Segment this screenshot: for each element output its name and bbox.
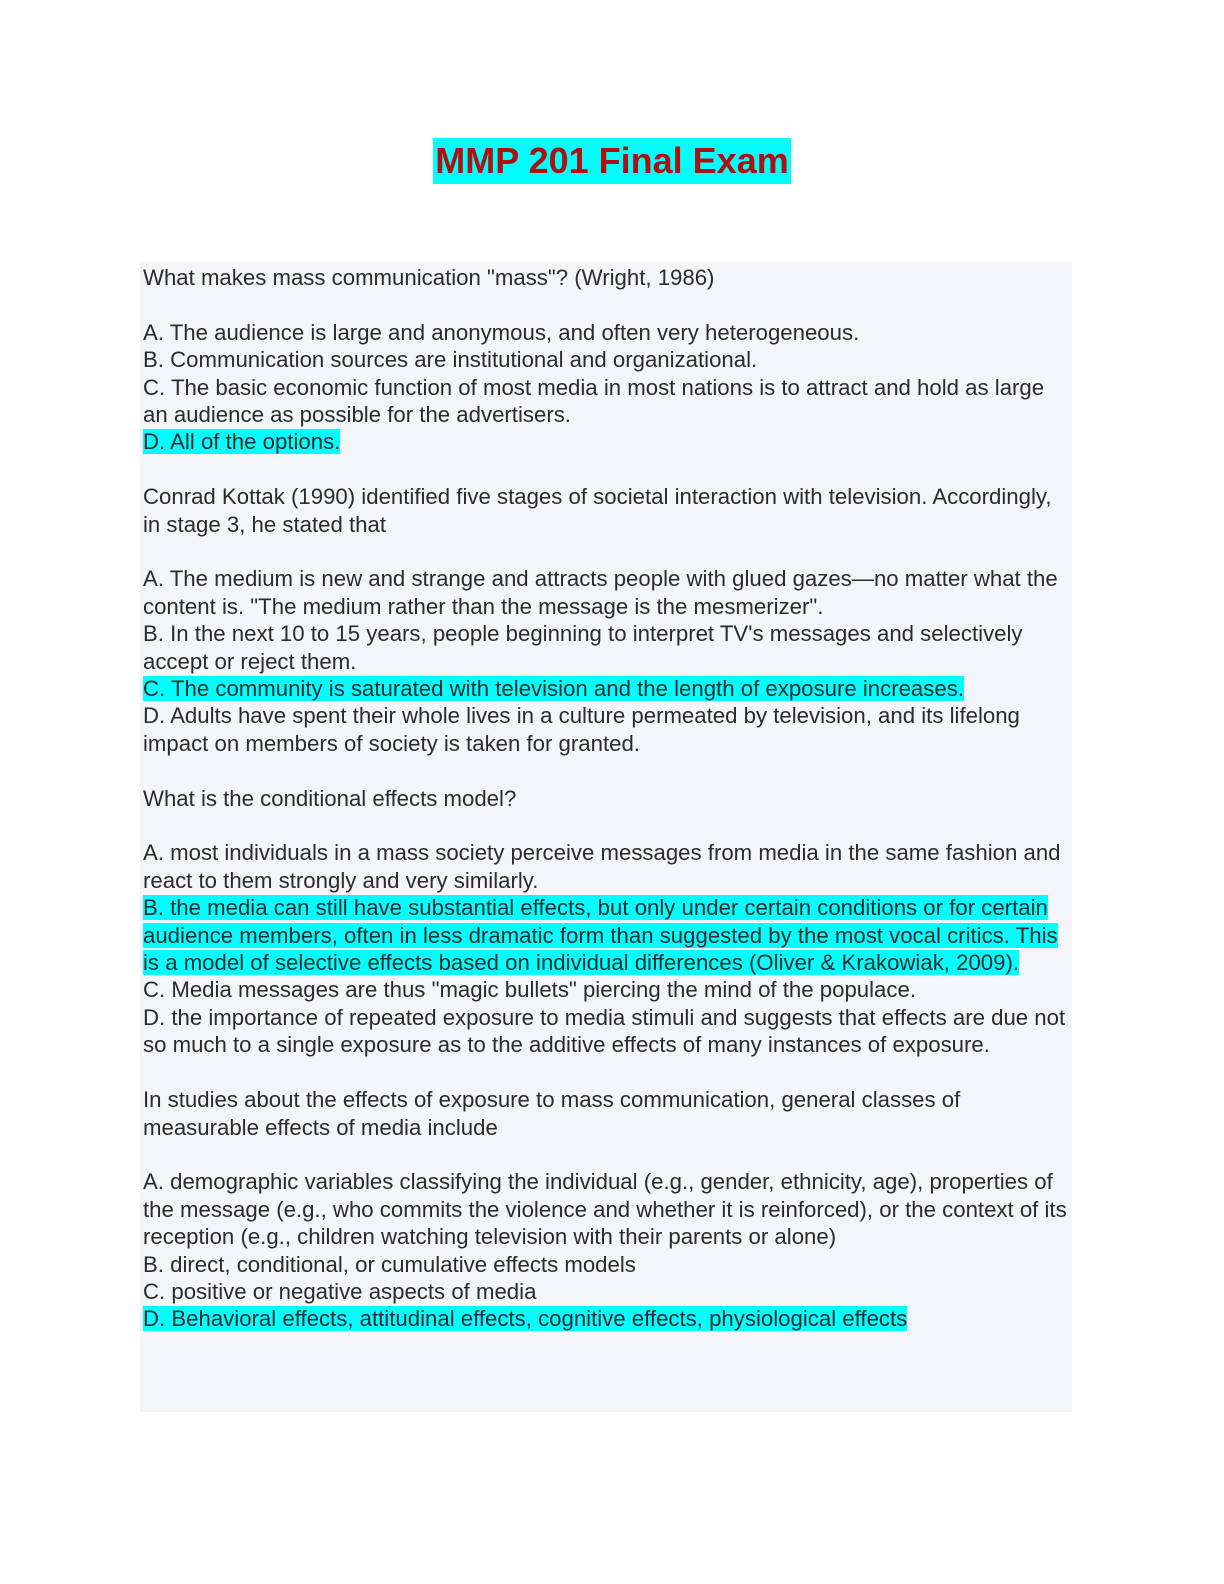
question-block bbox=[143, 1086, 1072, 1333]
question-block bbox=[143, 785, 1072, 1059]
answer-option: C. Media messages are thus "magic bullets" piercing the mind of the populace. bbox=[143, 977, 916, 1003]
correct-answer-option: C. The community is saturated with television and the length of exposure increases. bbox=[143, 676, 964, 702]
question-text: In studies about the effects of exposure to mass communication, general classes of measurable effects of media include bbox=[143, 1087, 961, 1140]
answer-option: A. The audience is large and anonymous, and often very heterogeneous. bbox=[143, 319, 860, 345]
answer-option: C. The basic economic function of most media in most nations is to attract and hold as large an audience as possible for the advertisers. bbox=[143, 374, 1045, 428]
page-title: MMP 201 Final Exam bbox=[433, 138, 790, 184]
answer-option: C. positive or negative aspects of media bbox=[143, 1278, 537, 1304]
answer-option: D. Adults have spent their whole lives in a culture permeated by television, and its lifelong impact on members of society is taken for granted. bbox=[143, 703, 1020, 756]
answer-option: B. In the next 10 to 15 years, people beginning to interpret TV's messages and selectively accept or reject them. bbox=[143, 621, 1023, 674]
answer-option: D. the importance of repeated exposure to media stimuli and suggests that effects are due not so much to a single exposure as to the additive effects of many instances of exposure. bbox=[143, 1004, 1066, 1058]
exam-content bbox=[140, 262, 1072, 1412]
question-text: What makes mass communication "mass"? (Wright, 1986) bbox=[143, 265, 715, 290]
question-text: What is the conditional effects model? bbox=[143, 785, 517, 811]
question-block bbox=[143, 264, 1072, 456]
answer-option: A. The medium is new and strange and attracts people with glued gazes—no matter what the content is. "The medium rather than the message is the mesmerizer". bbox=[143, 566, 1058, 619]
correct-answer-option: D. Behavioral effects, attitudinal effects, cognitive effects, physiological effects bbox=[143, 1306, 908, 1332]
answer-option: A. demographic variables classifying the individual (e.g., gender, ethnicity, age), properties of the message (e.g., who commits the violence and whether it is reinforced), or the context of its reception (e.g., children watching television with their parents or alone) bbox=[143, 1169, 1067, 1250]
answer-option: B. Communication sources are institutional and organizational. bbox=[143, 347, 758, 373]
answer-option: B. direct, conditional, or cumulative effects models bbox=[143, 1251, 636, 1277]
title-container bbox=[0, 138, 1224, 184]
question-text: Conrad Kottak (1990) identified five stages of societal interaction with television. Accordingly, in stage 3, he stated that bbox=[143, 484, 1052, 537]
question-block bbox=[143, 483, 1072, 757]
correct-answer-option: D. All of the options. bbox=[143, 429, 341, 455]
answer-option: A. most individuals in a mass society perceive messages from media in the same fashion and react to them strongly and very similarly. bbox=[143, 840, 1061, 893]
correct-answer-option: B. the media can still have substantial effects, but only under certain conditions or for certain audience members, often in less dramatic form than suggested by the most vocal critics. This is a model of selective effects based on individual differences (Oliver & Krakowiak, 2009). bbox=[143, 895, 1058, 976]
